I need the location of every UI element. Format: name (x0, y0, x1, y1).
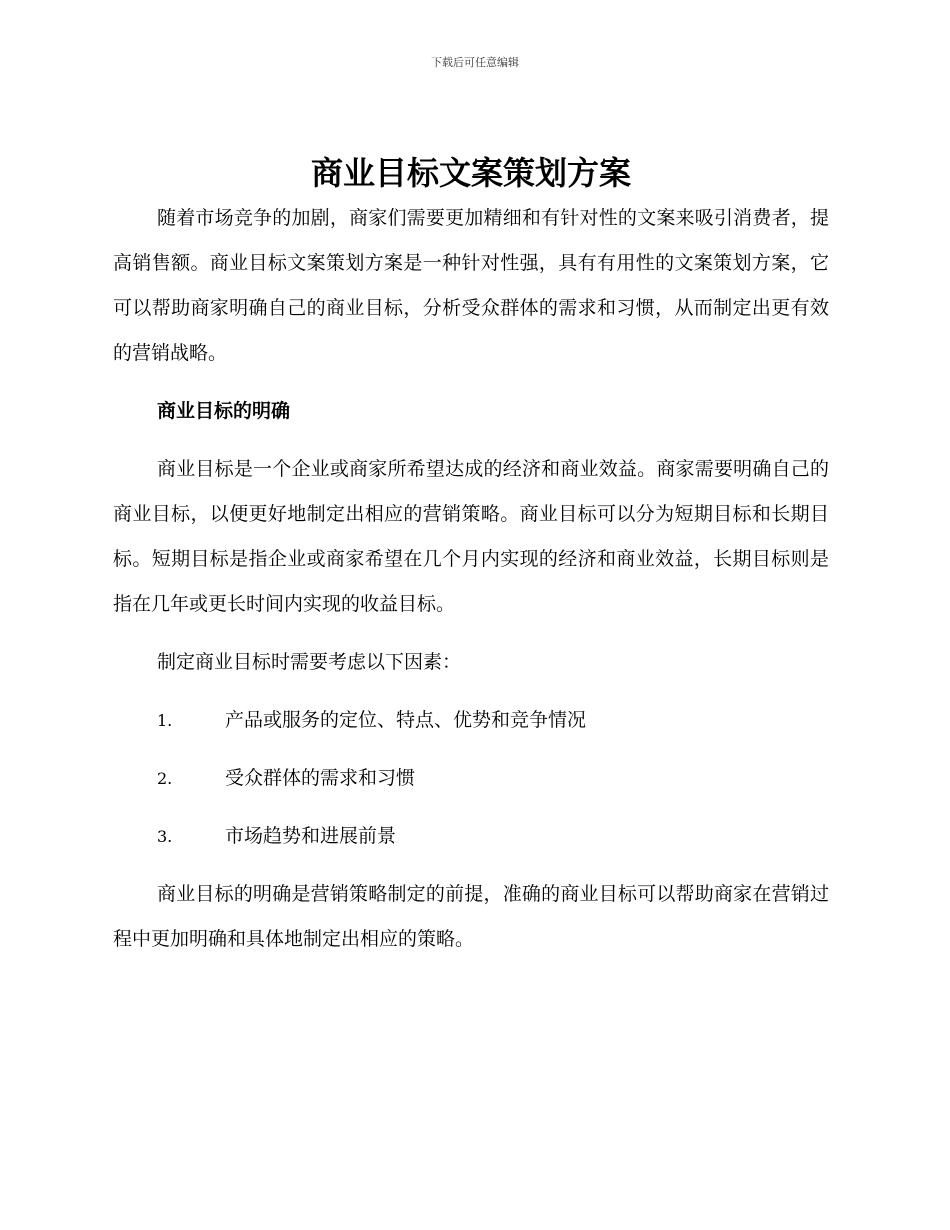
body-paragraph-1: 商业目标是一个企业或商家所希望达成的经济和商业效益。商家需要明确自己的商业目标，以便更好地制定出相应的营销策略。商业目标可以分为短期目标和长期目标。短期目标是指企业或商家希望在几个月内实现的经济和商业效益，长期目标则是指在几年或更长时间内实现的收益目标。 (113, 458, 829, 615)
document-title: 商业目标文案策划方案 (310, 154, 631, 192)
list-text: 产品或服务的定位、特点、优势和竞争情况 (225, 709, 587, 731)
body-paragraph-2: 制定商业目标时需要考虑以下因素： (157, 651, 462, 673)
list-text: 市场趋势和进展前景 (225, 825, 397, 847)
section-heading: 商业目标的明确 (157, 400, 291, 422)
list-item (113, 814, 829, 859)
list-item (113, 756, 829, 801)
header-note: 下载后可任意编辑 (431, 56, 519, 69)
list-number: 3. (157, 827, 173, 846)
factor-list (113, 698, 829, 859)
intro-paragraph: 随着市场竞争的加剧，商家们需要更加精细和有针对性的文案来吸引消费者，提高销售额。商业目标文案策划方案是一种针对性强，具有有用性的文案策划方案，它可以帮助商家明确自己的商业目标，分析受众群体的需求和习惯，从而制定出更有效的营销战略。 (113, 207, 829, 364)
list-number: 2. (157, 769, 173, 788)
list-number: 1. (157, 711, 173, 730)
document-body (113, 150, 829, 962)
body-paragraph-3: 商业目标的明确是营销策略制定的前提，准确的商业目标可以帮助商家在营销过程中更加明确和具体地制定出相应的策略。 (113, 883, 829, 950)
list-item (113, 698, 829, 743)
list-text: 受众群体的需求和习惯 (225, 767, 416, 789)
